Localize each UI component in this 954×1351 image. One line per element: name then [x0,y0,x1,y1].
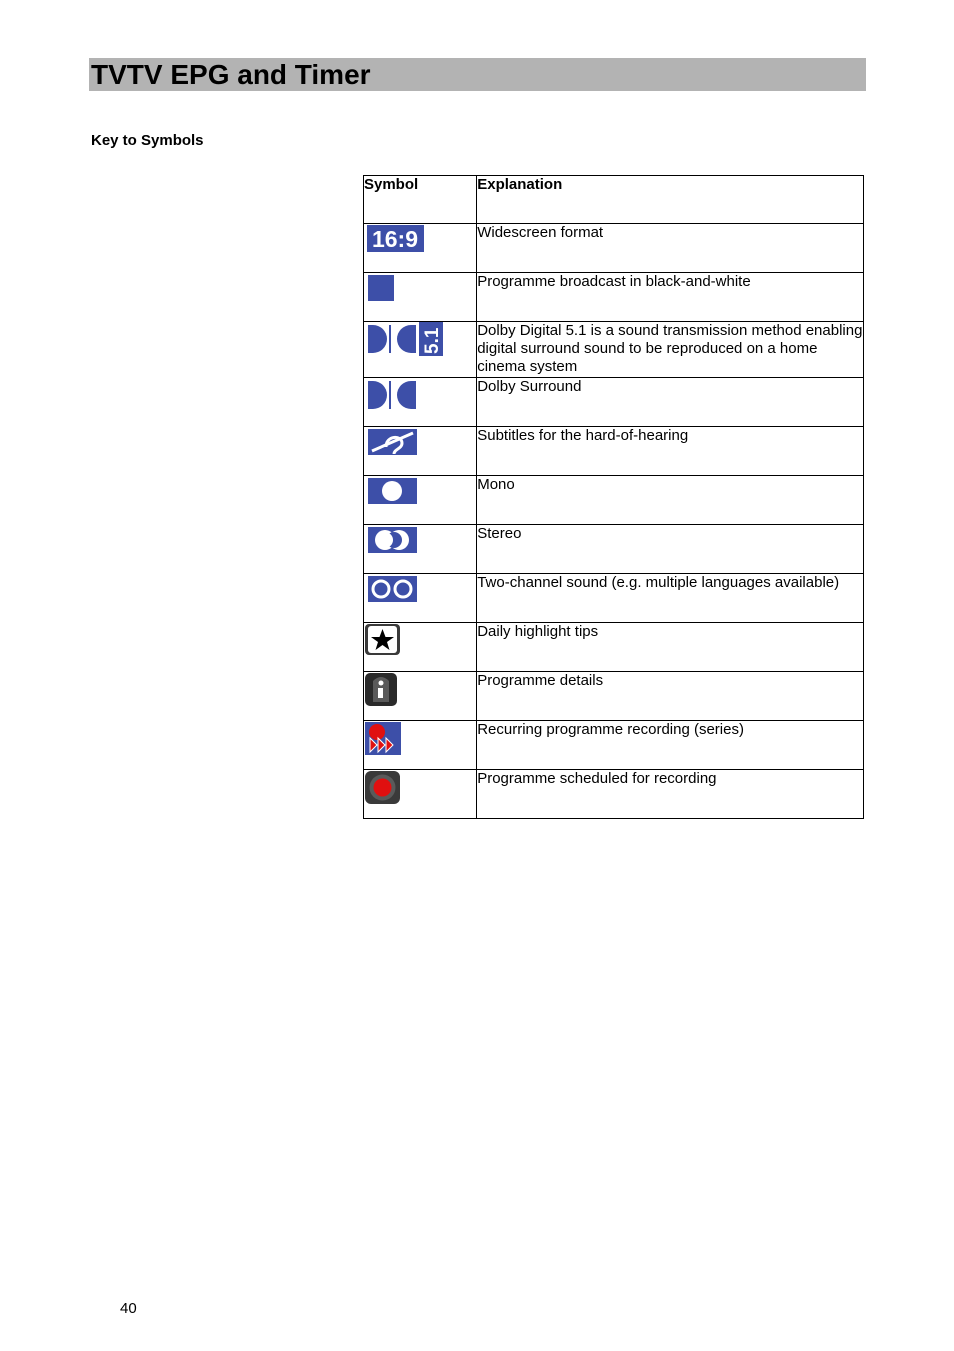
table-row [364,476,864,525]
explanation-cell: Dolby Digital 5.1 is a sound transmission method enabling digital surround sound to be reproduced on a home cinema system [477,322,864,378]
dolby-digital-5-1-icon [364,322,448,358]
table-row [364,427,864,476]
explanation-cell: Programme scheduled for recording [477,770,864,819]
dolby-digital-label: 5.1 [422,327,443,354]
table-row [364,525,864,574]
table-row [364,721,864,770]
explanation-cell: Dolby Surround [477,378,864,427]
explanation-cell: Mono [477,476,864,525]
explanation-cell: Daily highlight tips [477,623,864,672]
symbol-cell [364,322,477,378]
col-header-symbol: Symbol [364,176,477,224]
table-row [364,378,864,427]
stereo-icon [364,525,420,555]
series-recording-icon [364,721,404,757]
dolby-surround-icon [364,378,420,412]
star-icon [364,623,404,657]
table-row [364,623,864,672]
widescreen-16-9-icon [364,224,424,254]
symbol-cell [364,672,477,721]
hard-of-hearing-icon [364,427,420,457]
two-channel-icon [364,574,420,604]
explanation-cell: Stereo [477,525,864,574]
page-number: 40 [120,1300,137,1317]
symbol-cell [364,721,477,770]
symbol-cell [364,273,477,322]
table-row [364,322,864,378]
info-icon [364,672,404,708]
black-and-white-icon [364,273,396,303]
symbol-cell [364,623,477,672]
explanation-cell: Recurring programme recording (series) [477,721,864,770]
symbol-cell [364,525,477,574]
record-icon [364,770,404,806]
symbol-cell [364,224,477,273]
section-heading: Key to Symbols [91,132,204,149]
title-bar [89,58,866,91]
explanation-cell: Widescreen format [477,224,864,273]
symbol-cell [364,770,477,819]
table-row [364,672,864,721]
table-header-row [364,176,864,224]
symbol-cell [364,574,477,623]
explanation-cell: Programme broadcast in black-and-white [477,273,864,322]
symbols-table [363,175,864,819]
table-row [364,273,864,322]
explanation-cell: Subtitles for the hard-of-hearing [477,427,864,476]
table-row [364,224,864,273]
symbol-cell [364,427,477,476]
symbol-cell [364,378,477,427]
col-header-explanation: Explanation [477,176,864,224]
mono-icon [364,476,420,506]
explanation-cell: Programme details [477,672,864,721]
page-title: TVTV EPG and Timer [91,59,371,90]
explanation-cell: Two-channel sound (e.g. multiple languages available) [477,574,864,623]
symbol-cell [364,476,477,525]
table-row [364,770,864,819]
table-row [364,574,864,623]
widescreen-label: 16:9 [371,226,419,252]
